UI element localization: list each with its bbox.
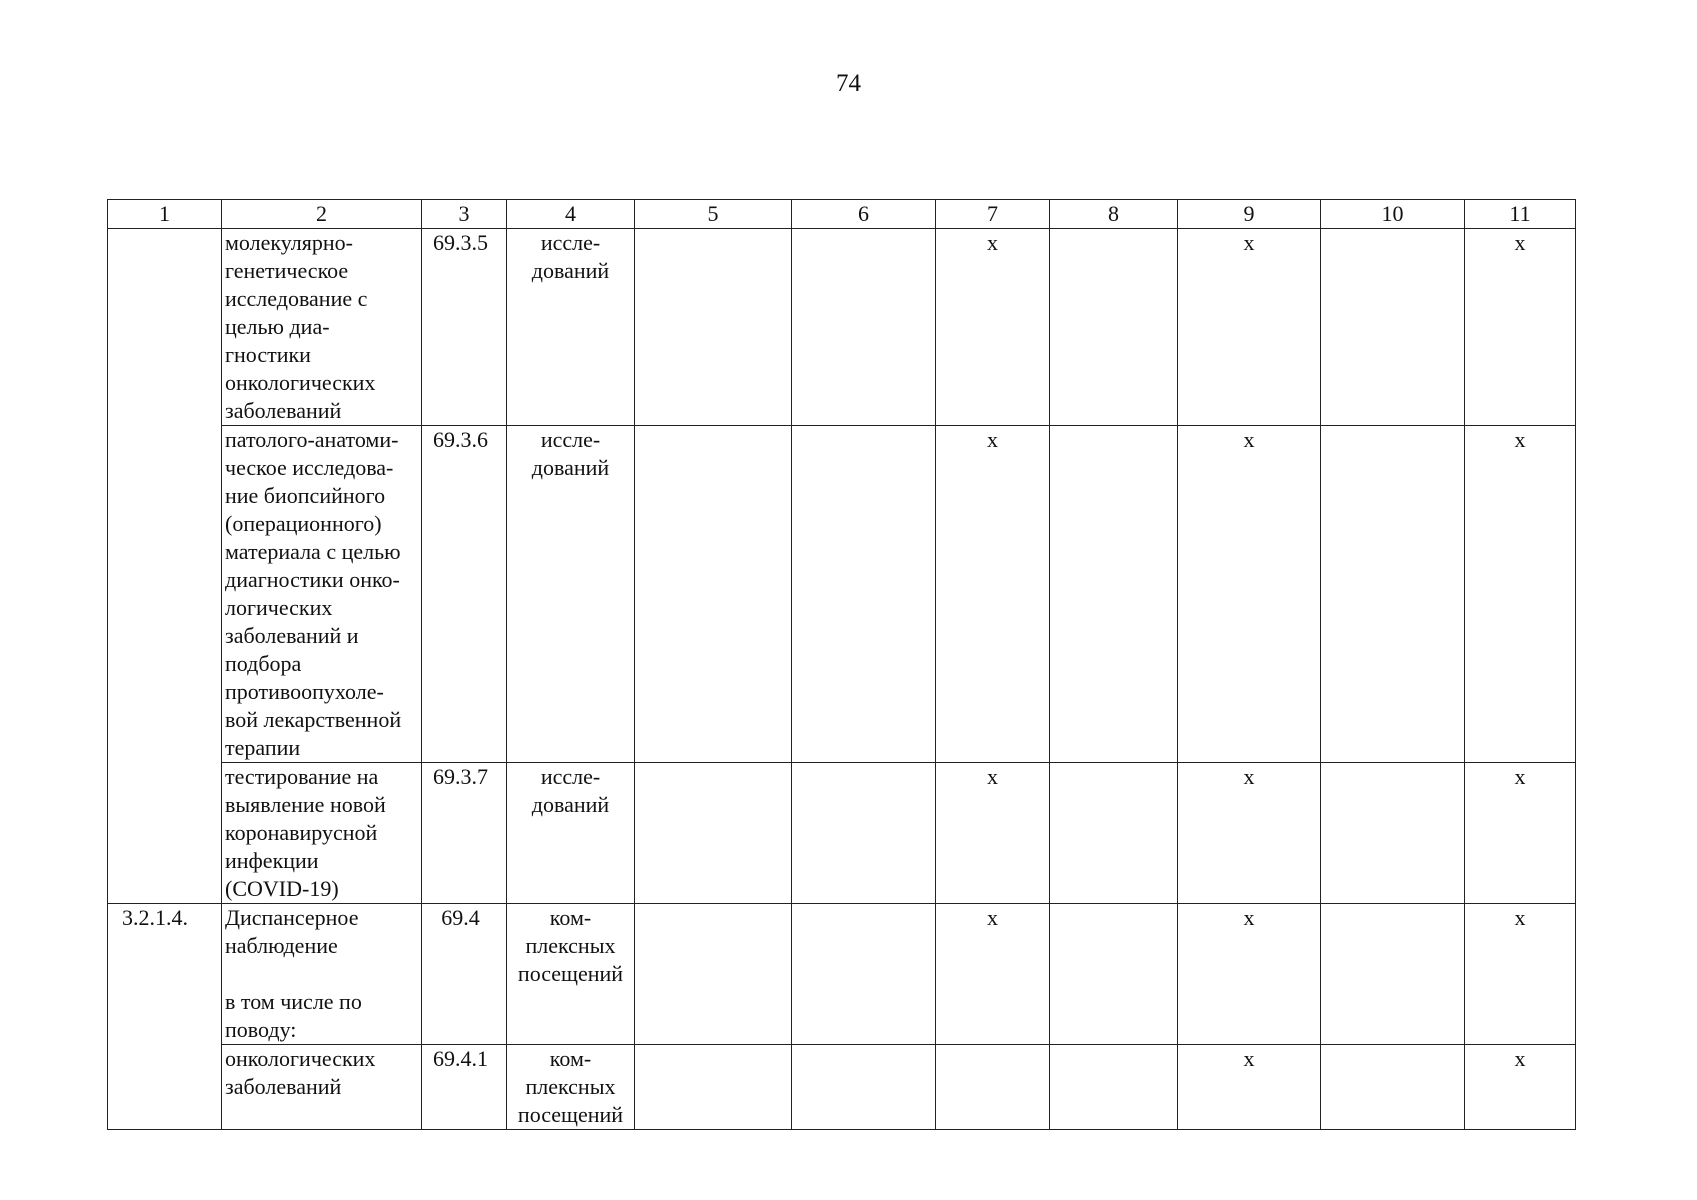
value-cell — [792, 904, 936, 1045]
value-cell — [635, 904, 792, 1045]
row-name-cell: онкологических заболеваний — [222, 1045, 422, 1130]
column-header: 1 — [108, 200, 222, 229]
value-cell — [1050, 904, 1178, 1045]
value-cell — [936, 1045, 1050, 1130]
table-row — [108, 1045, 1576, 1130]
row-number-cell — [108, 229, 222, 904]
row-unit-cell: ком- плексных посещений — [507, 1045, 635, 1130]
value-cell: x — [1178, 1045, 1321, 1130]
column-header: 7 — [936, 200, 1050, 229]
value-cell: x — [1465, 1045, 1576, 1130]
value-cell — [635, 229, 792, 426]
row-code-cell: 69.4.1 — [422, 1045, 507, 1130]
value-cell — [1321, 426, 1465, 763]
row-code-cell: 69.3.7 — [422, 763, 507, 904]
value-cell — [1050, 763, 1178, 904]
row-code-cell: 69.3.6 — [422, 426, 507, 763]
column-header: 6 — [792, 200, 936, 229]
column-header: 5 — [635, 200, 792, 229]
row-name-cell — [222, 904, 422, 1045]
row-name-cell: патолого-анатоми- ческое исследова- ние биопсийного (операционного) материала с целью диагностики онко- логических заболеваний и подбора противоопухоле- вой лекарственной терапии — [222, 426, 422, 763]
column-header: 2 — [222, 200, 422, 229]
value-cell — [1321, 1045, 1465, 1130]
value-cell: x — [936, 763, 1050, 904]
row-name-cell: тестирование на выявление новой коронавирусной инфекции (COVID-19) — [222, 763, 422, 904]
value-cell: x — [936, 229, 1050, 426]
row-name-sub: в том числе по поводу: — [225, 989, 362, 1042]
column-header: 11 — [1465, 200, 1576, 229]
column-header: 9 — [1178, 200, 1321, 229]
value-cell — [1321, 904, 1465, 1045]
value-cell — [635, 1045, 792, 1130]
value-cell — [1050, 229, 1178, 426]
table-row — [108, 763, 1576, 904]
row-number-cell: 3.2.1.4. — [108, 904, 222, 1130]
page-number: 74 — [836, 70, 861, 97]
value-cell: x — [1178, 229, 1321, 426]
column-header: 10 — [1321, 200, 1465, 229]
column-header: 4 — [507, 200, 635, 229]
data-table — [107, 199, 1576, 1130]
value-cell — [1050, 1045, 1178, 1130]
table-row — [108, 229, 1576, 426]
value-cell — [1050, 426, 1178, 763]
value-cell — [792, 229, 936, 426]
value-cell — [635, 426, 792, 763]
row-name-cell: молекулярно- генетическое исследование с целью диа- гностики онкологических заболеваний — [222, 229, 422, 426]
column-header: 3 — [422, 200, 507, 229]
value-cell — [792, 1045, 936, 1130]
row-code-cell: 69.4 — [422, 904, 507, 1045]
row-code-cell: 69.3.5 — [422, 229, 507, 426]
value-cell: x — [1465, 904, 1576, 1045]
value-cell: x — [1465, 426, 1576, 763]
row-unit-cell: иссле- дований — [507, 229, 635, 426]
value-cell: x — [936, 426, 1050, 763]
value-cell: x — [936, 904, 1050, 1045]
table-row — [108, 904, 1576, 1045]
value-cell — [792, 426, 936, 763]
value-cell: x — [1465, 229, 1576, 426]
value-cell — [792, 763, 936, 904]
column-header: 8 — [1050, 200, 1178, 229]
row-unit-cell: ком- плексных посещений — [507, 904, 635, 1045]
value-cell — [1321, 763, 1465, 904]
value-cell: x — [1178, 904, 1321, 1045]
value-cell: x — [1465, 763, 1576, 904]
value-cell: x — [1178, 763, 1321, 904]
value-cell: x — [1178, 426, 1321, 763]
column-number-row — [108, 200, 1576, 229]
row-name-main: Диспансерное наблюдение — [225, 905, 359, 958]
row-unit-cell: иссле- дований — [507, 426, 635, 763]
value-cell — [1321, 229, 1465, 426]
row-unit-cell: иссле- дований — [507, 763, 635, 904]
table-row — [108, 426, 1576, 763]
value-cell — [635, 763, 792, 904]
